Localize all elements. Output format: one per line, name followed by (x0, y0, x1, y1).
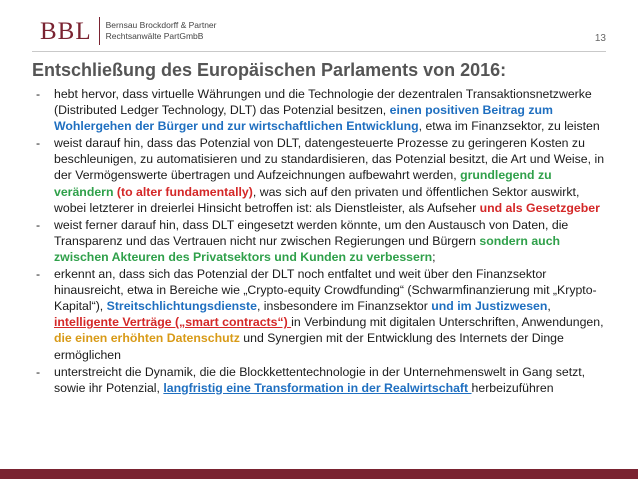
bullet-dash: - (36, 217, 41, 232)
logo-divider (99, 17, 100, 45)
item-text: hebt hervor, dass virtuelle Währungen und die Technologie der dezentralen Transaktionsnetzwerke (Distributed Ledger Technology, DLT) das Potenzial besitzen, (54, 87, 592, 118)
item-highlight: Streitschlichtungsdienste (106, 299, 257, 314)
item-text: , insbesondere im Finanzsektor (256, 299, 432, 314)
item-text: ; (432, 249, 436, 264)
logo-line-1: Bernsau Brockdorff & Partner (105, 20, 217, 30)
item-highlight: sondern auch zwischen Akteuren des Privatsektors und Kunden zu verbessern (54, 233, 561, 264)
list-item (34, 217, 610, 265)
bullet-dash: - (36, 364, 41, 379)
item-text: weist darauf hin, dass das Potenzial von DLT, datengesteuerte Prozesse zu geringeren Kosten zu beschleunigen, zu automatisieren und zu standardisieren, das Potenzial besitzt, die Art und Weise, in der Vermögenswerte übertragen und Aufzeichnungen aufbewahrt werden, (54, 136, 605, 183)
logo-text (106, 20, 217, 42)
item-highlight: und im Justizwesen (431, 299, 548, 314)
item-text: , etwa im Finanzsektor, zu leisten (418, 119, 600, 134)
list-item (34, 266, 610, 363)
item-text: in Verbindung mit digitalen Unterschriften, Anwendungen, (291, 315, 604, 330)
bullet-dash: - (36, 267, 41, 282)
footer-bar (0, 469, 638, 479)
item-highlight: langfristig eine Transformation in der Realwirtschaft (163, 380, 472, 395)
company-logo (40, 14, 217, 48)
item-highlight: intelligente Verträge („smart contracts“) (54, 315, 292, 330)
item-text: erkennt an, dass sich das Potenzial der DLT noch entfaltet und weit über den Finanzsektor hinausreicht, etwa in Bereiche wie „Crypto-equity Crowdfunding“ (Schwarmfinanzierung mit „Krypto-Kapital“), (54, 267, 597, 314)
page-number: 13 (594, 33, 606, 44)
item-highlight: einen positiven Beitrag zum Wohlergehen der Bürger und zur wirtschaftlichen Entwicklung (54, 103, 553, 134)
header-divider (32, 51, 606, 52)
item-highlight: und als Gesetzgeber (479, 200, 600, 215)
item-highlight: grundlegend zu verändern (54, 168, 552, 199)
list-item (34, 86, 610, 134)
bullet-dash: - (36, 136, 41, 151)
item-text: unterstreicht die Dynamik, die die Blockkettentechnologie in der Unternehmenswelt in Gang setzt, sowie ihr Potenzial, (54, 364, 586, 395)
item-text: herbeizuführen (471, 380, 554, 395)
logo-mark: BBL (40, 17, 92, 45)
bullet-dash: - (36, 87, 41, 101)
item-text: , (547, 299, 551, 314)
item-highlight: (to alter fundamentally) (113, 184, 253, 199)
item-highlight: die einen erhöhten Datenschutz (54, 331, 240, 346)
item-text: , was sich auf den privaten und öffentlichen Sektor auswirkt, wobei letzterer in dreierlei Hinsicht betroffen ist: als Dienstleister, als Aufseher (54, 184, 580, 215)
item-text: weist ferner darauf hin, dass DLT eingesetzt werden könnte, um den Austausch von Daten, die Transparenz und das Vertrauen nicht nur zwischen Regierungen und Bürgern (54, 217, 569, 248)
logo-line-2: Rechtsanwälte PartGmbB (105, 31, 204, 41)
item-text: und Synergien mit der Entwicklung des Internets der Dinge ermöglichen (54, 331, 564, 362)
list-item (34, 135, 610, 215)
slide-title: Entschließung des Europäischen Parlaments von 2016: (32, 60, 507, 80)
bullet-list (34, 86, 610, 397)
list-item (34, 364, 610, 396)
